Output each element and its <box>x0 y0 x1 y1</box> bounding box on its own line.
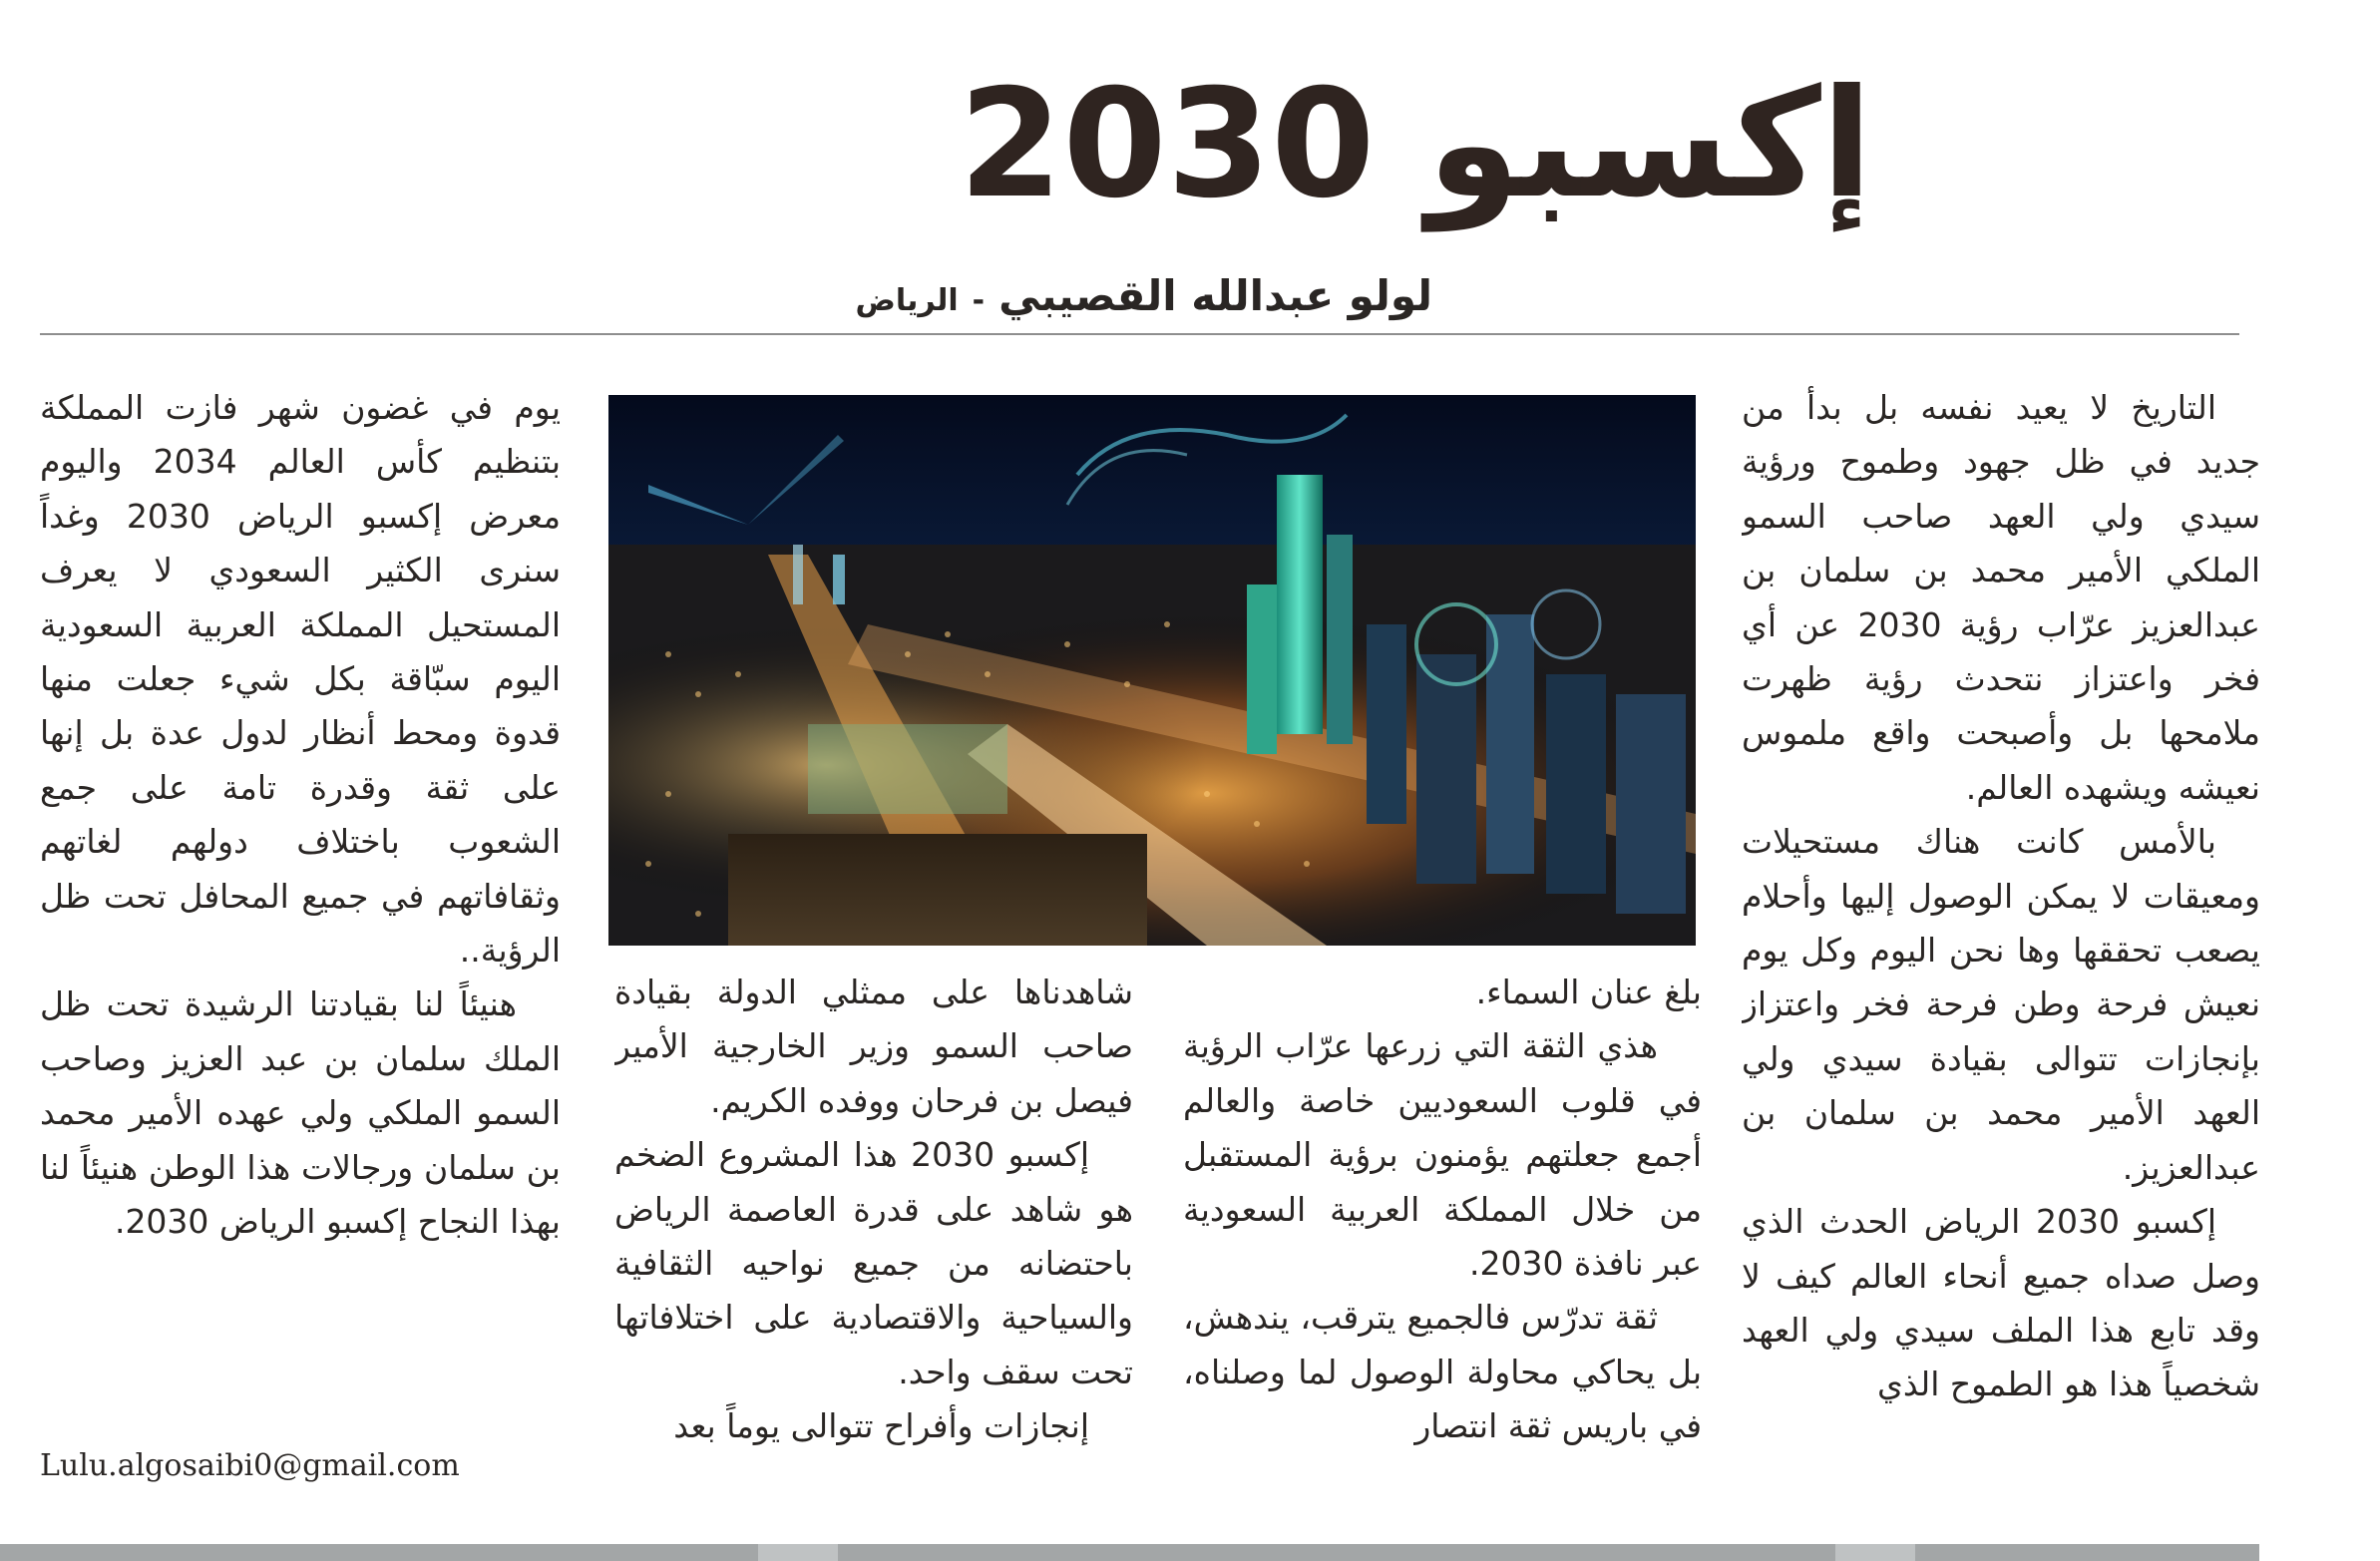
byline <box>856 271 1432 320</box>
article-column-left <box>40 381 561 1418</box>
article-column-middle-left <box>614 966 1133 1496</box>
paragraph: التاريخ لا يعيد نفسه بل بدأ من جديد في ظل جهود وطموح ورؤية سيدي ولي العهد صاحب السمو الملكي الأمير محمد بن سلمان بن عبدالعزيز عرّاب رؤية 2030 عن أي فخر واعتزاز نتحدث رؤية ظهرت ملامحها بل وأصبحت واقع ملموس نعيشه ويشهده العالم. <box>1742 388 2260 807</box>
article-column-right <box>1742 381 2260 1496</box>
byline-city: الرياض <box>855 283 959 318</box>
bottom-strip <box>0 1544 2259 1561</box>
paragraph: ثقة تدرّس فالجميع يترقب، يندهش، بل يحاكي محاولة الوصول لما وصلناه، في باريس ثقة انتصار <box>1183 1298 1702 1446</box>
header-rule <box>40 333 2239 335</box>
paragraph: هذي الثقة التي زرعها عرّاب الرؤية في قلوب السعوديين خاصة والعالم أجمع جعلتهم يؤمنون برؤية المستقبل من خلال المملكة العربية السعودية عبر نافذة 2030. <box>1183 1026 1702 1284</box>
riyadh-night-photo <box>608 395 1696 946</box>
paragraph: يوم في غضون شهر فازت المملكة بتنظيم كأس العالم 2034 واليوم معرض إكسبو الرياض 2030 وغداً سنرى الكثير السعودي لا يعرف المستحيل المملكة العربية السعودية اليوم سبّاقة بكل شيء جعلت منها قدوة ومحط أنظار لدول عدة بل إنها على ثقة وقدرة تامة على جمع الشعوب باختلاف دولهم لغاتهم وثقافاتهم في جميع المحافل تحت ظل الرؤية.. <box>40 388 561 971</box>
strip-segment <box>758 1544 838 1561</box>
paragraph: إكسبو 2030 الرياض الحدث الذي وصل صداه جميع أنحاء العالم كيف لا وقد تابع هذا الملف سيدي ولي العهد شخصياً هذا هو الطموح الذي <box>1742 1202 2260 1404</box>
article-column-middle-right <box>1183 966 1702 1496</box>
paragraph: بالأمس كانت هناك مستحيلات ومعيقات لا يمكن الوصول إليها وأحلام يصعب تحققها وها نحن اليوم وكل يوم نعيش فرحة وطن فرحة فخر واعتزاز بإنجازات تتوالى بقيادة سيدي ولي العهد الأمير محمد بن سلمان بن عبدالعزيز. <box>1742 822 2260 1187</box>
paragraph: بلغ عنان السماء. <box>1475 973 1702 1011</box>
paragraph: هنيئاً لنا بقيادتنا الرشيدة تحت ظل الملك سلمان بن عبد العزيز وصاحب السمو الملكي ولي عهده الأمير محمد بن سلمان ورجالات هذا الوطن هنيئاً لنا بهذا النجاح إكسبو الرياض 2030. <box>40 984 561 1242</box>
author-email[interactable]: Lulu.algosaibi0@gmail.com <box>40 1448 460 1483</box>
byline-separator: - <box>972 283 986 318</box>
strip-segment <box>1835 1544 1915 1561</box>
paragraph: شاهدناها على ممثلي الدولة بقيادة صاحب السمو وزير الخارجية الأمير فيصل بن فرحان ووفده الكريم. <box>614 973 1133 1120</box>
byline-author: لولو عبدالله القصيبي <box>998 271 1432 320</box>
city-skyline-image <box>608 395 1696 946</box>
paragraph: إكسبو 2030 هذا المشروع الضخم هو شاهد على قدرة العاصمة الرياض باحتضانه من جميع نواحيه الثقافية والسياحية والاقتصادية على اختلافاتها تحت سقف واحد. <box>614 1135 1133 1391</box>
paragraph: إنجازات وأفراح تتوالى يوماً بعد <box>673 1406 1089 1446</box>
headline: إكسبو 2030 <box>959 58 1873 231</box>
